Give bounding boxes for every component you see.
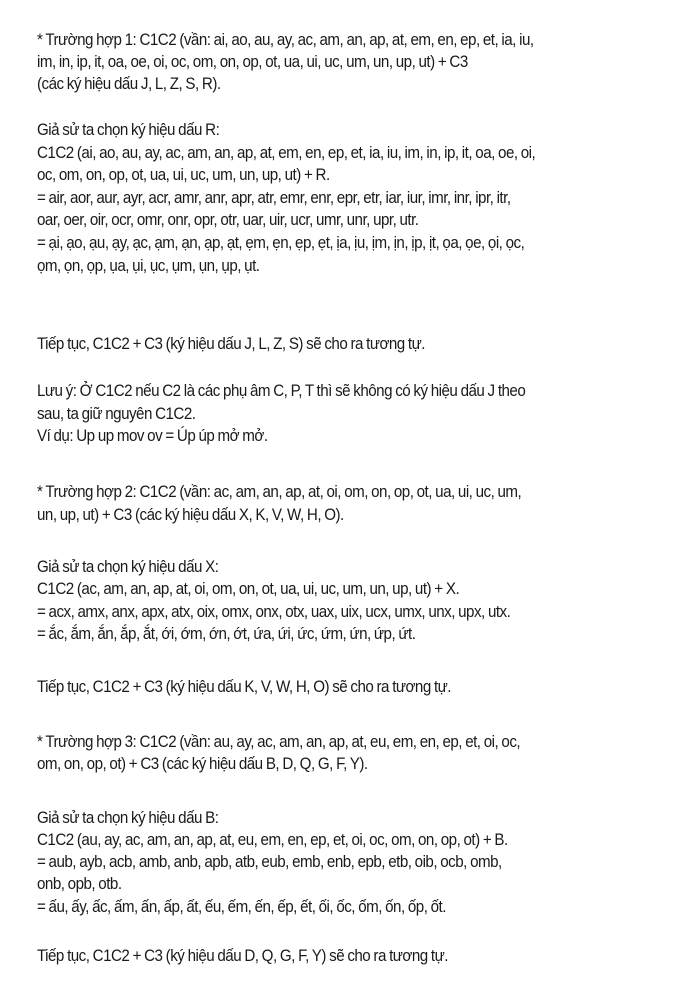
case1-heading-line: (các ký hiệu dấu J, L, Z, S, R). <box>37 75 221 93</box>
case1-continue-line: Tiếp tục, C1C2 + C3 (ký hiệu dấu J, L, Z, S) sẽ cho ra tương tự. <box>37 335 425 353</box>
case3-example-line: Giả sử ta chọn ký hiệu dấu B: <box>37 809 219 827</box>
case2-heading-line: * Trường hợp 2: C1C2 (vần: ac, am, an, ap, at, oi, om, on, op, ot, ua, ui, uc, um, <box>37 483 522 501</box>
case1-example-line: ọm, ọn, ọp, ụa, ụi, ục, ụm, ụn, ụp, ụt. <box>37 257 260 275</box>
case2-continue-line: Tiếp tục, C1C2 + C3 (ký hiệu dấu K, V, W, H, O) sẽ cho ra tương tự. <box>37 678 452 696</box>
case2-heading-line: un, up, ut) + C3 (các ký hiệu dấu X, K, V, W, H, O). <box>37 506 344 524</box>
case3-continue-line: Tiếp tục, C1C2 + C3 (ký hiệu dấu D, Q, G, F, Y) sẽ cho ra tương tự. <box>37 947 448 965</box>
case2-example-line: = ắc, ắm, ắn, ắp, ắt, ới, ớm, ớn, ớt, ứa, ứi, ức, ứm, ứn, ứp, ứt. <box>37 625 416 643</box>
case2-example-line: Giả sử ta chọn ký hiệu dấu X: <box>37 558 219 576</box>
case3-heading-line: * Trường hợp 3: C1C2 (vần: au, ay, ac, am, an, ap, at, eu, em, en, ep, et, oi, oc, <box>37 733 521 751</box>
case1-example-line: C1C2 (ai, ao, au, ay, ac, am, an, ap, at, em, en, ep, et, ia, iu, im, in, ip, it, oa, oe, oi, <box>37 144 536 162</box>
case1-heading-line: im, in, ip, it, oa, oe, oi, oc, om, on, op, ot, ua, ui, uc, um, un, up, ut) + C3 <box>37 53 468 71</box>
case1-example-line: oc, om, on, op, ot, ua, ui, uc, um, un, up, ut) + R. <box>37 166 330 184</box>
case2-example-line: = acx, amx, anx, apx, atx, oix, omx, onx, otx, uax, uix, ucx, umx, unx, upx, utx. <box>37 603 511 621</box>
case1-heading-line: * Trường hợp 1: C1C2 (vần: ai, ao, au, ay, ac, am, an, ap, at, em, en, ep, et, ia, iu, <box>37 31 534 49</box>
case1-example-line: Giả sử ta chọn ký hiệu dấu R: <box>37 121 220 139</box>
case1-note-line: Lưu ý: Ở C1C2 nếu C2 là các phụ âm C, P, T thì sẽ không có ký hiệu dấu J theo <box>37 382 526 400</box>
case1-note-line: sau, ta giữ nguyên C1C2. <box>37 405 196 423</box>
case3-example-line: = aub, ayb, acb, amb, anb, apb, atb, eub, emb, enb, epb, etb, oib, ocb, omb, <box>37 853 502 871</box>
case3-example-line: C1C2 (au, ay, ac, am, an, ap, at, eu, em, en, ep, et, oi, oc, om, on, op, ot) + B. <box>37 831 508 849</box>
case3-example-line: onb, opb, otb. <box>37 875 122 893</box>
case3-heading-line: om, on, op, ot) + C3 (các ký hiệu dấu B, D, Q, G, F, Y). <box>37 755 368 773</box>
case3-example-line: = ấu, ấy, ấc, ấm, ấn, ấp, ất, ếu, ếm, ến, ếp, ết, ối, ốc, ốm, ốn, ốp, ốt. <box>37 898 446 916</box>
case1-example-line: oar, oer, oir, ocr, omr, onr, opr, otr, uar, uir, ucr, umr, unr, upr, utr. <box>37 211 419 229</box>
case2-example-line: C1C2 (ac, am, an, ap, at, oi, om, on, ot, ua, ui, uc, um, un, up, ut) + X. <box>37 580 460 598</box>
case1-example-line: = ại, ạo, ạu, ạy, ạc, ạm, ạn, ạp, ạt, ẹm, ẹn, ẹp, ẹt, ịa, ịu, ịm, ịn, ịp, ịt, ọa, ọe, ọi, ọc, <box>37 234 525 252</box>
case1-example-line: = air, aor, aur, ayr, acr, amr, anr, apr, atr, emr, enr, epr, etr, iar, iur, imr, inr, ipr, itr, <box>37 189 511 207</box>
case1-note-line: Ví dụ: Up up mov ov = Úp úp mở mở. <box>37 427 268 445</box>
